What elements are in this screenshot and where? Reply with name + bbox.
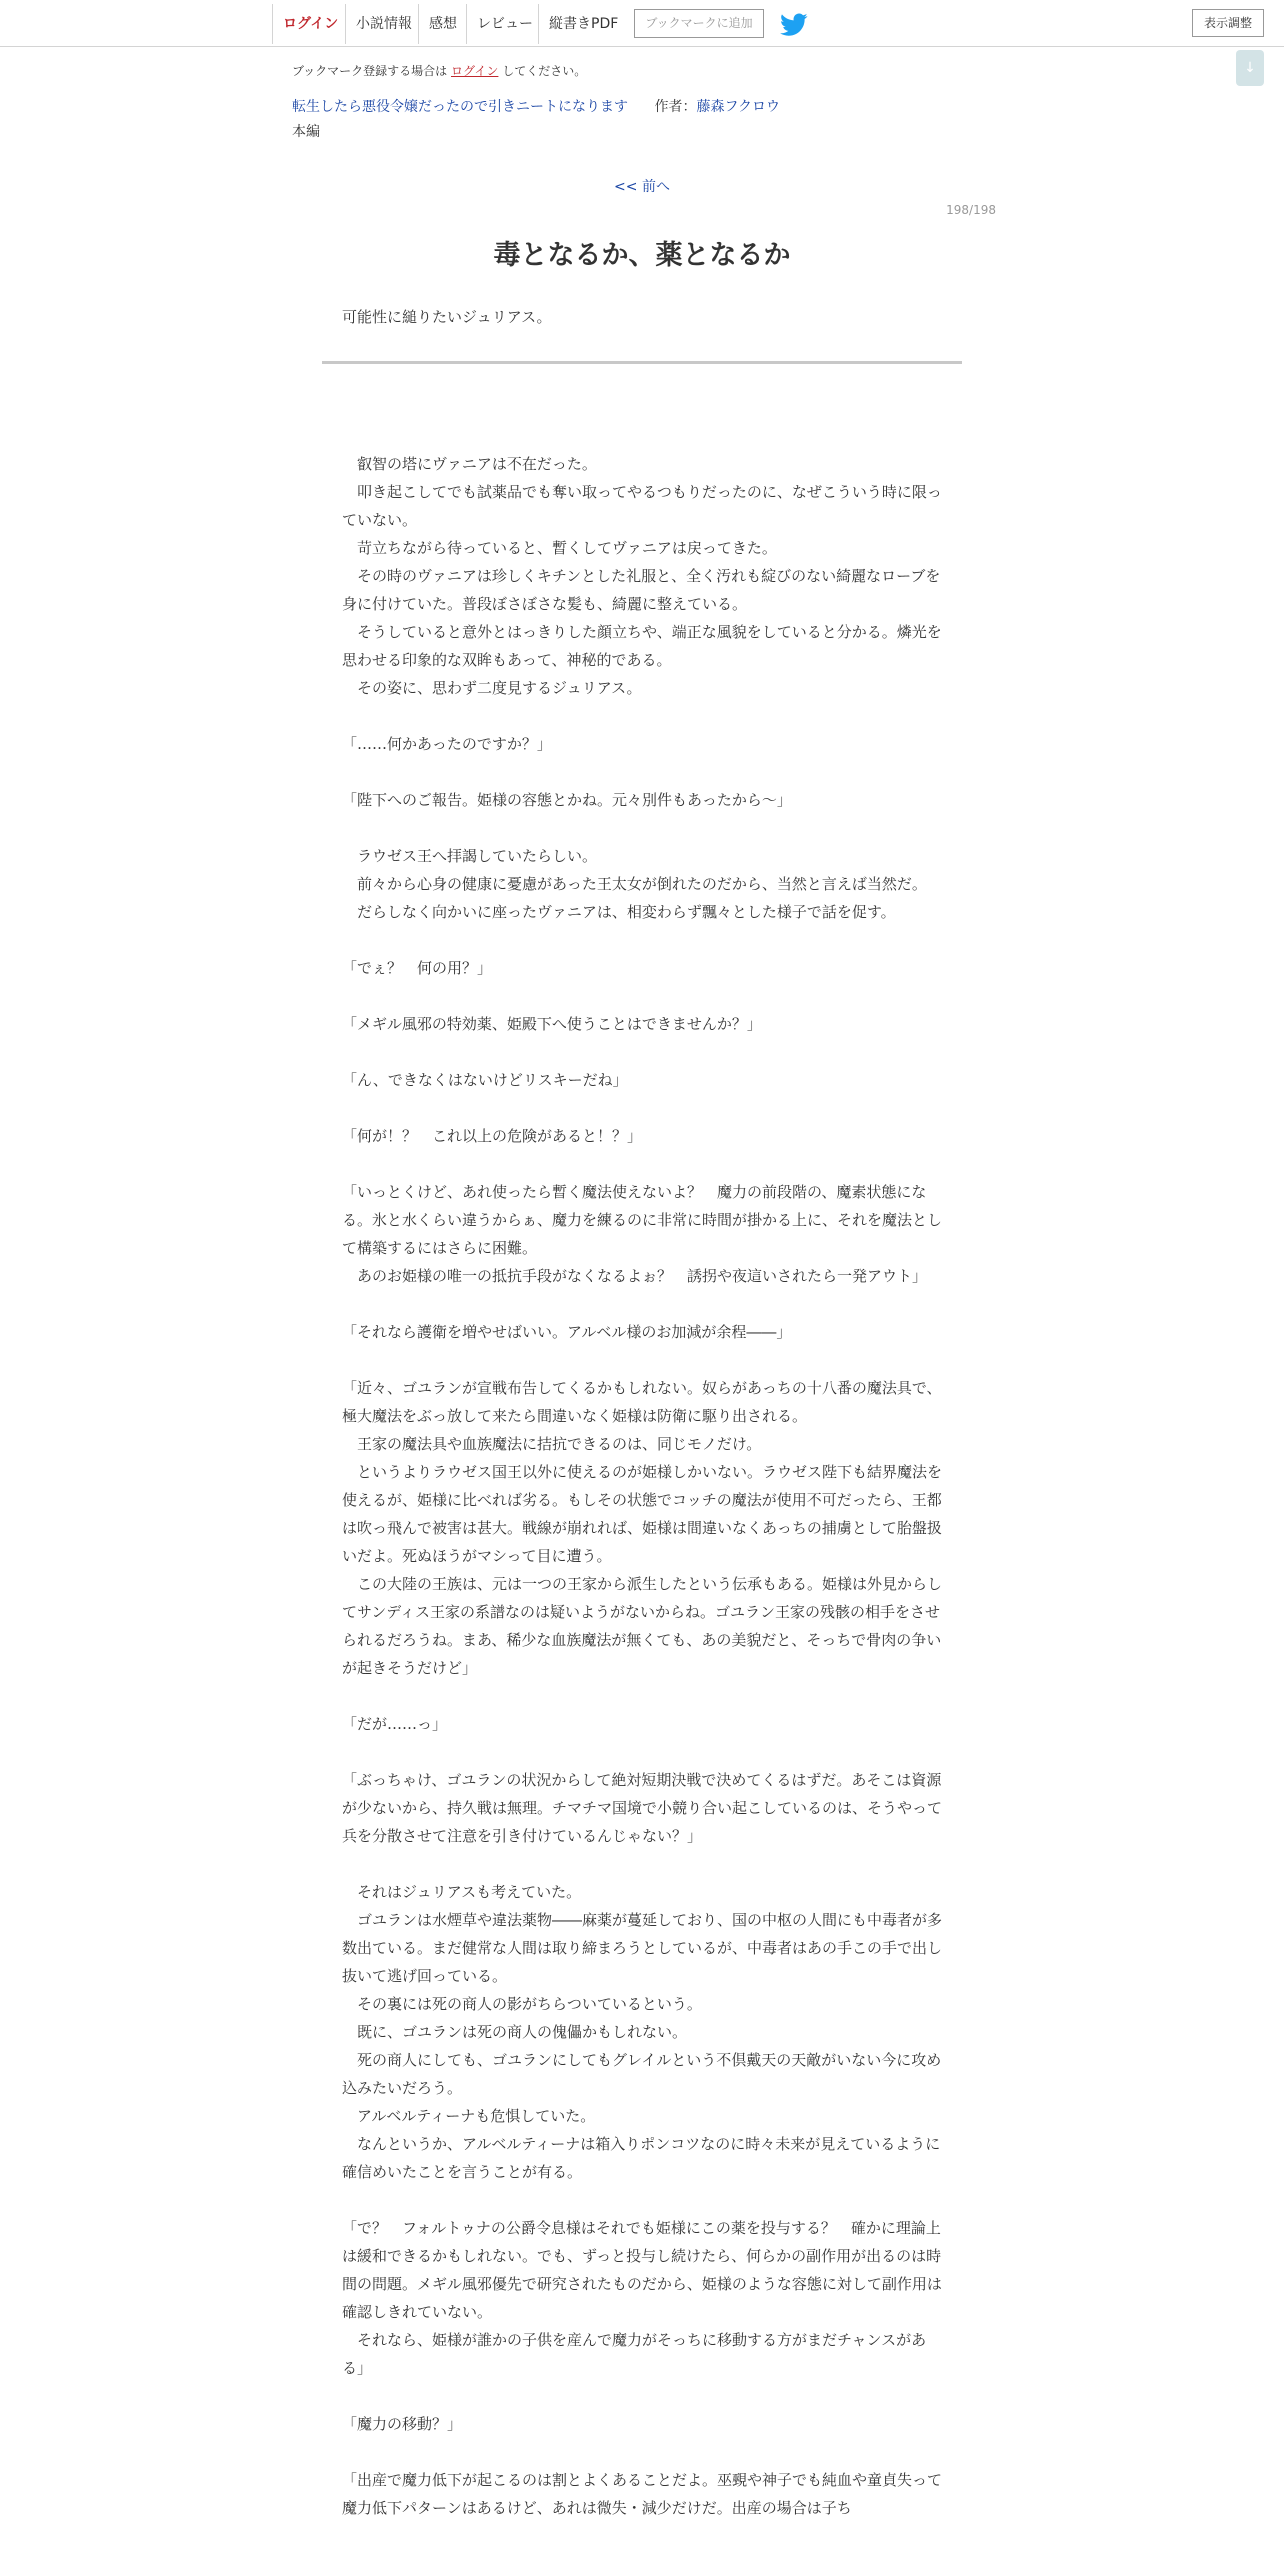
- body-paragraph: 「出産で魔力低下が起こるのは割とよくあることだよ。巫覡や神子でも純血や童貞失って魔力低下パターンはあるけど、あれは微失・減少だけだ。出産の場合は子ち: [342, 2471, 943, 2517]
- display-settings-button[interactable]: 表示調整: [1192, 9, 1264, 37]
- chapter-title: 毒となるか、薬となるか: [493, 240, 791, 271]
- body-paragraph: 死の商人にしても、ゴユランにしてもグレイルという不倶戴天の天敵がいない今に攻め込みたいだろう。: [342, 2051, 942, 2097]
- body-paragraph: [342, 1290, 942, 1318]
- body-paragraph: [342, 814, 942, 842]
- nav-novel-info-link[interactable]: 小説情報: [345, 4, 422, 44]
- body-paragraph: 「メギル風邪の特効薬、姫殿下へ使うことはできませんか？」: [342, 1015, 762, 1033]
- body-paragraph: [342, 1150, 942, 1178]
- series-info: [292, 96, 780, 116]
- body-paragraph: そうしていると意外とはっきりした顔立ちや、端正な風貌をしていると分かる。燐光を思わせる印象的な双眸もあって、神秘的である。: [342, 623, 942, 669]
- body-paragraph: [342, 1738, 942, 1766]
- body-paragraph: [342, 1346, 942, 1374]
- body-paragraph: 叩き起こしてでも試薬品でも奪い取ってやるつもりだったのに、なぜこういう時に限っていない。: [342, 483, 942, 529]
- body-paragraph: あのお姫様の唯一の抵抗手段がなくなるよぉ？ 誘拐や夜這いされたら一発アウト」: [342, 1267, 928, 1285]
- nav-impression-link[interactable]: 感想: [418, 4, 467, 44]
- body-paragraph: 「陛下へのご報告。姫様の容態とかね。元々別件もあったから～」: [342, 791, 792, 809]
- body-paragraph: 「いっとくけど、あれ使ったら暫く魔法使えないよ？ 魔力の前段階の、魔素状態になる。氷と水くらい違うからぁ、魔力を練るのに非常に時間が掛かる上に、それを魔法として構築するにはさらに困難。: [342, 1183, 943, 1257]
- scroll-down-button[interactable]: [1236, 50, 1264, 86]
- novel-body: [342, 450, 942, 2522]
- body-paragraph: 「近々、ゴユランが宣戦布告してくるかもしれない。奴らがあっちの十八番の魔法具で、極大魔法をぶっ放して来たら間違いなく姫様は防衛に駆り出される。: [342, 1379, 942, 1425]
- body-paragraph: [342, 982, 942, 1010]
- body-paragraph: 「……何かあったのですか？」: [342, 735, 552, 753]
- body-paragraph: なんというか、アルベルティーナは箱入りポンコツなのに時々未来が見えているように確信めいたことを言うことが有る。: [342, 2135, 941, 2181]
- nav-login-link[interactable]: ログイン: [272, 4, 348, 44]
- bookmark-note-prefix: ブックマーク登録する場合は: [292, 64, 448, 78]
- body-paragraph: この大陸の王族は、元は一つの王家から派生したという伝承もある。姫様は外見からしてサンディス王家の系譜なのは疑いようがないからね。ゴユラン王家の残骸の相手をさせられるだろうね。まあ、稀少な血族魔法が無くても、あの美貌だと、そっちで骨肉の争いが起きそうだけど」: [342, 1575, 943, 1677]
- body-paragraph: ラウゼス王へ拝謁していたらしい。: [342, 847, 598, 865]
- series-title-link[interactable]: 転生したら悪役令嬢だったので引きニートになります: [292, 99, 628, 115]
- nav-vertical-pdf-link[interactable]: 縦書きPDF: [538, 4, 628, 44]
- author-link[interactable]: 藤森フクロウ: [696, 99, 781, 115]
- author-label: 作者：: [654, 99, 697, 115]
- page-counter: 198/198: [946, 203, 996, 217]
- chapter-preface: 可能性に縋りたいジュリアス。: [342, 308, 552, 326]
- body-paragraph: 「魔力の移動？」: [342, 2415, 463, 2433]
- prev-page-link[interactable]: << 前へ: [614, 179, 670, 195]
- twitter-bird-icon[interactable]: [780, 13, 808, 37]
- body-paragraph: 「で？ フォルトゥナの公爵令息様はそれでも姫様にこの薬を投与する？ 確かに理論上は緩和できるかもしれない。でも、ずっと投与し続けたら、何らかの副作用が出るのは時間の問題。メギル風邪優先で研究されたものだから、姫様のような容態に対して副作用は確認しきれていない。: [342, 2219, 942, 2321]
- top-navigation-bar: [0, 0, 1284, 47]
- body-paragraph: 「でぇ？ 何の用？」: [342, 959, 493, 977]
- body-paragraph: 「何が！？ これ以上の危険があると！？」: [342, 1127, 643, 1145]
- body-paragraph: その裏には死の商人の影がちらついているという。: [342, 1995, 702, 2013]
- body-paragraph: というよりラウゼス国王以外に使えるのが姫様しかいない。ラウゼス陛下も結界魔法を使えるが、姫様に比べれば劣る。もしその状態でコッチの魔法が使用不可だったら、王都は吹っ飛んで被害は甚大。戦線が崩れれば、姫様は間違いなくあっちの捕虜として胎盤扱いだよ。死ぬほうがマシって目に遭う。: [342, 1463, 943, 1565]
- bookmark-add-button[interactable]: ブックマークに追加: [634, 9, 764, 38]
- arrow-down-icon: ↓: [1244, 60, 1256, 76]
- body-paragraph: 前々から心身の健康に憂慮があった王太女が倒れたのだから、当然と言えば当然だ。: [342, 875, 927, 893]
- pager-prev: [0, 176, 1284, 196]
- body-paragraph: [342, 926, 942, 954]
- bookmark-note-suffix: してください。: [502, 64, 587, 78]
- body-paragraph: 「ん、できなくはないけどリスキーだね」: [342, 1071, 628, 1089]
- body-paragraph: [342, 1850, 942, 1878]
- bookmark-note-login-link[interactable]: ログイン: [451, 64, 499, 78]
- bookmark-login-notice: [292, 62, 586, 79]
- body-paragraph: [342, 702, 942, 730]
- body-paragraph: [342, 1682, 942, 1710]
- body-paragraph: それなら、姫様が誰かの子供を産んで魔力がそっちに移動する方がまだチャンスがある」: [342, 2331, 927, 2377]
- body-paragraph: だらしなく向かいに座ったヴァニアは、相変わらず飄々とした様子で話を促す。: [342, 903, 896, 921]
- body-paragraph: その時のヴァニアは珍しくキチンとした礼服と、全く汚れも綻びのない綺麗なローブを身に付けていた。普段ぼさぼさな髪も、綺麗に整えている。: [342, 567, 941, 613]
- nav-review-link[interactable]: レビュー: [466, 4, 543, 44]
- body-paragraph: [342, 2186, 942, 2214]
- body-paragraph: 王家の魔法具や血族魔法に拮抗できるのは、同じモノだけ。: [342, 1435, 762, 1453]
- body-paragraph: ゴユランは水煙草や違法薬物――麻薬が蔓延しており、国の中枢の人間にも中毒者が多数出ている。まだ健常な人間は取り締まろうとしているが、中毒者はあの手この手で出し抜いて逃げ回っている。: [342, 1911, 943, 1985]
- body-paragraph: [342, 758, 942, 786]
- body-paragraph: 既に、ゴユランは死の商人の傀儡かもしれない。: [342, 2023, 688, 2041]
- body-paragraph: [342, 1094, 942, 1122]
- body-paragraph: [342, 1038, 942, 1066]
- body-paragraph: [342, 2438, 942, 2466]
- body-paragraph: [342, 2382, 942, 2410]
- body-paragraph: 「それなら護衛を増やせばいい。アルベル様のお加減が余程――」: [342, 1323, 792, 1341]
- body-paragraph: 叡智の塔にヴァニアは不在だった。: [342, 455, 597, 473]
- body-paragraph: 「ぶっちゃけ、ゴユランの状況からして絶対短期決戦で決めてくるはずだ。あそこは資源が少ないから、持久戦は無理。チマチマ国境で小競り合い起こしているのは、そうやって兵を分散させて注意を引き付けているんじゃない？」: [342, 1771, 943, 1845]
- preface-divider: [322, 361, 962, 364]
- body-paragraph: その姿に、思わず二度見するジュリアス。: [342, 679, 642, 697]
- body-paragraph: 苛立ちながら待っていると、暫くしてヴァニアは戻ってきた。: [342, 539, 777, 557]
- chapter-group-label: 本編: [292, 124, 320, 140]
- body-paragraph: アルベルティーナも危惧していた。: [342, 2107, 596, 2125]
- body-paragraph: それはジュリアスも考えていた。: [342, 1883, 582, 1901]
- body-paragraph: 「だが……っ」: [342, 1715, 448, 1733]
